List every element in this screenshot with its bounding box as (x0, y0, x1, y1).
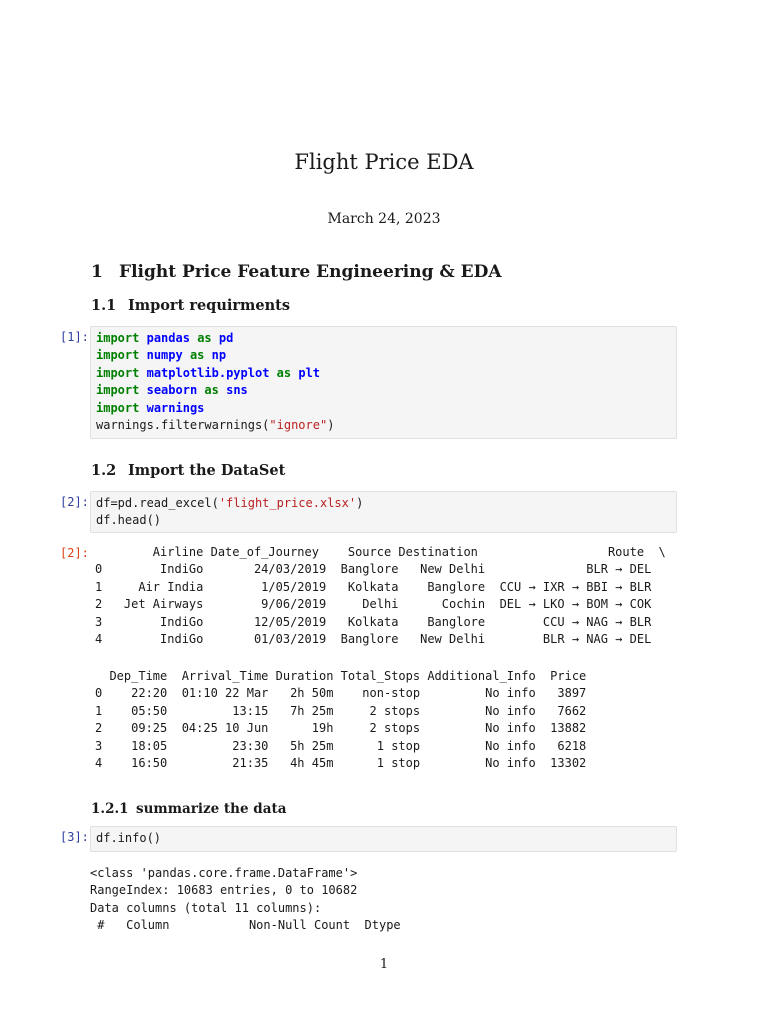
df-info-output: <class 'pandas.core.frame.DataFrame'> RangeIndex: 10683 entries, 0 to 10682 Data columns (total 11 columns): # Column Non-Null Count Dtype (90, 866, 401, 933)
section-number: 1 (91, 262, 103, 282)
section-title: summarize the data (136, 801, 287, 817)
dataframe-head-output-part2: Dep_Time Arrival_Time Duration Total_Stops Additional_Info Price 0 22:20 01:10 22 Mar 2h 50m non-stop No info 3897 1 05:50 13:15 7h 25m 2 stops No info 7662 2 09:25 04:25 10 Jun 19h 2 stops No info 13882 3 18:05 23:30 5h 25m 1 stop No info 6218 4 16:50 21:35 4h 45m 1 stop No info 13302 (95, 669, 587, 771)
section-number: 1.2 (91, 462, 117, 479)
section-heading-1-1 (91, 297, 290, 314)
section-heading-1 (91, 262, 502, 282)
document-date: March 24, 2023 (327, 211, 441, 227)
page-number: 1 (379, 957, 389, 972)
cell-3-input-prompt: [3]: (60, 830, 89, 844)
section-number: 1.2.1 (91, 801, 129, 817)
code-cell-2[interactable] (90, 491, 677, 533)
code-cell-1-source: import pandas as pd import numpy as np import matplotlib.pyplot as plt import seaborn as sns import warnings warnings.filterwarnings("ignore") (96, 331, 335, 433)
section-heading-1-2 (91, 462, 285, 479)
section-title: Flight Price Feature Engineering & EDA (119, 262, 502, 282)
code-cell-3-source: df.info() (96, 831, 162, 845)
dataframe-head-output-part1: Airline Date_of_Journey Source Destination Route \ 0 IndiGo 24/03/2019 Banglore New Delhi BLR → DEL 1 Air India 1/05/2019 Kolkata Banglore CCU → IXR → BBI → BLR 2 Jet Airways 9/06/2019 Delhi Cochin DEL → LKO → BOM → COK 3 IndiGo 12/05/2019 Kolkata Banglore CCU → NAG → BLR 4 IndiGo 01/03/2019 Banglore New Delhi BLR → NAG → DEL (95, 545, 666, 647)
section-title: Import the DataSet (128, 462, 286, 479)
code-cell-2-source: df=pd.read_excel('flight_price.xlsx') df.head() (96, 496, 364, 528)
cell-2-input-prompt: [2]: (60, 495, 89, 509)
section-heading-1-2-1 (91, 801, 286, 817)
section-title: Import requirments (128, 297, 290, 314)
cell-1-input-prompt: [1]: (60, 330, 89, 344)
code-cell-3[interactable] (90, 826, 677, 852)
section-number: 1.1 (91, 297, 117, 314)
document-title: Flight Price EDA (294, 150, 474, 174)
cell-2-output-prompt: [2]: (60, 546, 89, 560)
code-cell-1[interactable] (90, 326, 677, 439)
